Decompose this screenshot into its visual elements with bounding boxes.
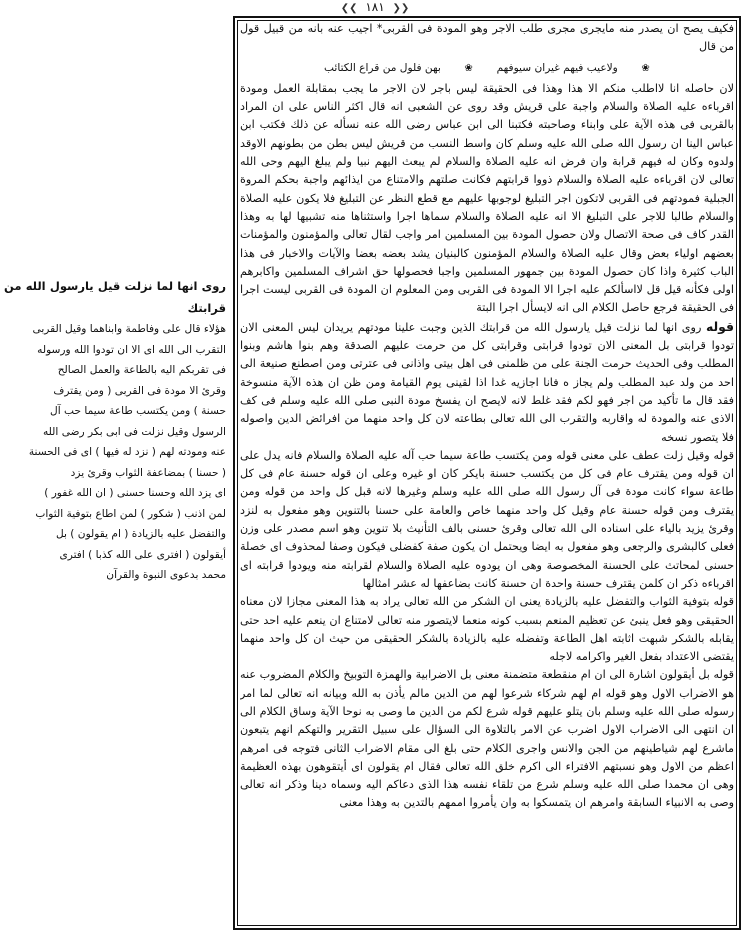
- commentary-text: [240, 20, 734, 926]
- gloss-line: روى انها لما نزلت قيل يارسول الله من قرابتك: [4, 279, 226, 315]
- header-ornament-right: ❯❯: [392, 3, 410, 14]
- gloss-line: هؤلاء قال على وفاطمة وابناهما وقيل القربى: [32, 323, 226, 335]
- page-header: [0, 0, 750, 14]
- paragraph-qawluh-3: قوله بتوفية الثواب والتفضل عليه بالزيادة يعنى ان الشكر من الله تعالى يراد به هذا المعنى مجازا لان معناه الحقيقى وهو فعل ينبئ عن تعظيم المنعم بسبب كونه منعما لايتصور منه تعالى لامتناع ان ينعم عليه احد حتى يقابله بالشكر شبهت اثابته اهل الطاعة وتفضله عليه بالزيادة بالشكر الحقيقى من حيث ان كل واحد منهما يقتضى الاعتداد بفعل الغير واكرامه لاجله: [240, 595, 734, 664]
- gloss-line: وقرئ الا مودة فى القربى ( ومن يقترف: [53, 384, 226, 397]
- gloss-line: محمد بدعوى النبوة والقرآن: [106, 569, 226, 581]
- paragraph-text: روى انها لما نزلت قيل يارسول الله من قرابتك الذين وجبت علينا مودتهم يريدان ليس المعنى الان تودوا قرابتى بل المعنى الان تودوا قرابتى وقرابتى كل من حرمت عليهم الصدقة وهم بنوا هاشم وبنوا المطلب وفى الحديث حرمت الجنة على من ظلمنى فى اهل بيتى واذانى فى عترتى ومن اصطنع صنيعة الى احد من ولد عبد المطلب ولم يجاز ه فانا اجازيه غدا اذا لقينى يوم القيامة ومن ظن ان هذه الآية منسوخة فقد قال ما تأكيد من اجر فهو لكم فقد غلط لانه لايصح ان يفسخ مودة النبى صلى الله عليه وسلم فى كف الاذى عنه والمودة له واقاربه والتقرب الى الله تعالى بطاعته لان كل واحد منهما من افرائض الدين واصوله فلا يتصور نسخه: [240, 320, 734, 444]
- poetry-verse: [240, 59, 734, 78]
- verse-star-icon: ❀: [641, 62, 650, 74]
- gloss-line: لمن اذنب ( شكور ) لمن اطاع بتوفية الثواب: [35, 507, 226, 520]
- verse-hemistich-2: بهن فلول من قراع الكتائب: [324, 61, 441, 74]
- page-number: ١٨١: [365, 0, 385, 14]
- margin-gloss: [4, 276, 226, 586]
- gloss-line: عنه ومودته لهم ( نزد له فيها ) اى فى الحسنة: [28, 446, 226, 458]
- gloss-line: اى يزد الله وحسنا حسنى ( ان الله غفور ): [44, 487, 226, 499]
- paragraph-explanation: لان حاصله انا لااطلب منكم الا هذا وهذا فى الحقيقة ليس باجر لان الاجر ما يجب بمقابلة العمل ومودة اقرباءه عليه الصلاة والسلام واجبة على قريش وقد روى عن الشعبى انه قال اكثر الناس على ان المراد بالقربى فى هذه الآية على وابناء وصاحبته فكتبنا الى ابن عباس رضى الله عنه نسأله عن ذلك فكتب ابن عباس الينا ان رسول الله صلى الله عليه وسلم كان واسط النسب من قريش ليس بطن من بطونهم الاوقد ولدوه وكان له فيهم قرابة وان فرض انه عليه الصلاة والسلام لم يبعث اليهم نبيا ولم يبلغ اليهم وحى الله تعالى لان اقرباءه عليه الصلاة والسلام ذووا قرابتهم فكانت صلتهم والامتناع من ايذائهم واجبة بحكم المروة الجبلية فمودتهم فى القربى لاتكون اجر التبليغ لوجوبها عليهم مع قطع النظر عن التبليغ فلا يكون عليه الصلاة والسلام طالبا للاجر على التبليغ الا انه عليه الصلاة والسلام سماها اجرا واستثناها منه تشبيها لها به وهذا القدر كاف فى صحة الاتصال ولان حصول المودة بين المسلمين امر واجب لقال تعالى والمؤمنون والمؤمنات بعضهم اولياء بعض وقال عليه الصلاة والسلام المؤمنون كالبنيان يشد بعضه بعضا والآيات والاخبار فى هذا الباب كثيرة واذا كان حصول المودة بين جمهور المسلمين واجبا فحصولها حق اشراف المسلمين واكابرهم اولى فكأنه قيل قل لااسألكم عليه اجرا الا المودة فى القربى ومن المعلوم ان المودة فى القربى ليست اجرا فى الحقيقة فرجع حاصل الكلام الى انه لايسأل اجرا البتة: [240, 81, 734, 315]
- lemma-marker: قوله: [705, 318, 734, 334]
- header-ornament-left: ❮❮: [340, 3, 358, 14]
- paragraph-opening: فكيف يصح ان يصدر منه مايجرى مجرى طلب الاجر وهو المودة فى القربى* اجيب عنه بانه من قبيل قول من قال: [240, 22, 734, 54]
- gloss-line: أيقولون ( افترى على الله كذبا ) افترى: [59, 548, 226, 561]
- paragraph-qawluh-4: قوله بل أيقولون اشارة الى ان ام منقطعة متضمنة معنى بل الاضرابية والهمزة التوبيخ والكلام المضروب عنه هو الاضراب الاول وهو قوله ام لهم شركاء شرعوا لهم من الدين مالم يأذن به الله وبيانه انه تعالى لما امر رسوله صلى الله عليه وسلم بان يتلو عليهم قوله شرع لكم من الدين ما وصى به نوحا الآية وساق الكلام الى ان انتهى الى الاضراب الاول اضرب عن الامر بالتلاوة الى السؤال على سبيل التقرير والتهكم انهم يتبعون ماشرع لهم شياطينهم من الجن والانس واجرى الكلام حتى بلغ الى مقام الاضراب الثانى فتوجه فى امرهم اعظم من الاول وهو نسبتهم الافتراء الى اكرم خلق الله تعالى فقال ام يقولون اى أيتقوهون بهذه العظيمة وهى ان محمدا صلى الله عليه وسلم شرع من تلقاء نفسه هذا الذى دعاكم اليه وسماه دينا وذكر انه تعالى وصى به الانبياء السابقة وامرهم ان يتمسكوا به وان يأمروا اممهم بالتدين به وهذا معنى: [240, 668, 734, 810]
- verse-star-icon: ❀: [464, 62, 473, 74]
- gloss-line: الرسول وقيل نزلت فى ابى بكر رضى الله: [42, 425, 226, 438]
- gloss-line: ( حسنا ) بمضاعفة الثواب وقرئ يزد: [70, 466, 226, 479]
- gloss-line: فى تقربكم اليه بالطاعة والعمل الصالح: [57, 364, 226, 376]
- paragraph-qawluh-1: [240, 318, 734, 447]
- gloss-line: حسنة ) ومن يكتسب طاعة سيما حب آل: [50, 405, 226, 417]
- gloss-line: التقرب الى الله اى الا ان تودوا الله ورسوله: [37, 343, 226, 356]
- verse-hemistich-1: ولاعيب فيهم غيران سيوفهم: [496, 61, 618, 74]
- paragraph-qawluh-2: قوله وقيل زلت عطف على معنى قوله ومن يكتسب طاعة سيما حب آله عليه الصلاة والسلام فانه يدل على ان قوله ومن يقترف عام فى كل من يكتسب حسنة بايكر كان او غيره وعلى ان قوله حسنة عام فى كل طاعة سواء كانت مودة فى آل رسول الله صلى الله عليه وسلم وغيرها لانه قبل كل واحد من قوله ومن يقترف ومن قوله حسنة عام وقيل كل واحد منهما خاص والعامة على حسنا بالتنوين وهو مفعول به لنزد وقرئ يزيد بالياء على اسناده الى الله تعالى وقرئ حسنى بالف التأنيث بلا تنوين وهو اسم مصدر على وزن فعلى كالبشرى والرجعى وهو مفعول به ايضا ويحتمل ان يكون صفة كفضلى فيكون وصفا لمحذوف اى خصلة حسنى لمحاتث على الحسنة المخصوصة وهى ان يودوه عليه الصلاة والسلام لقرابته منه ويودوا قرابته اى اقرباءه ذكر ان كلمن يقترف حسنة واحدة ان حسنة كانت بضاعفها له عشر امثالها: [240, 448, 734, 590]
- gloss-line: والتفضل عليه بالزيادة ( ام يقولون ) بل: [55, 528, 226, 540]
